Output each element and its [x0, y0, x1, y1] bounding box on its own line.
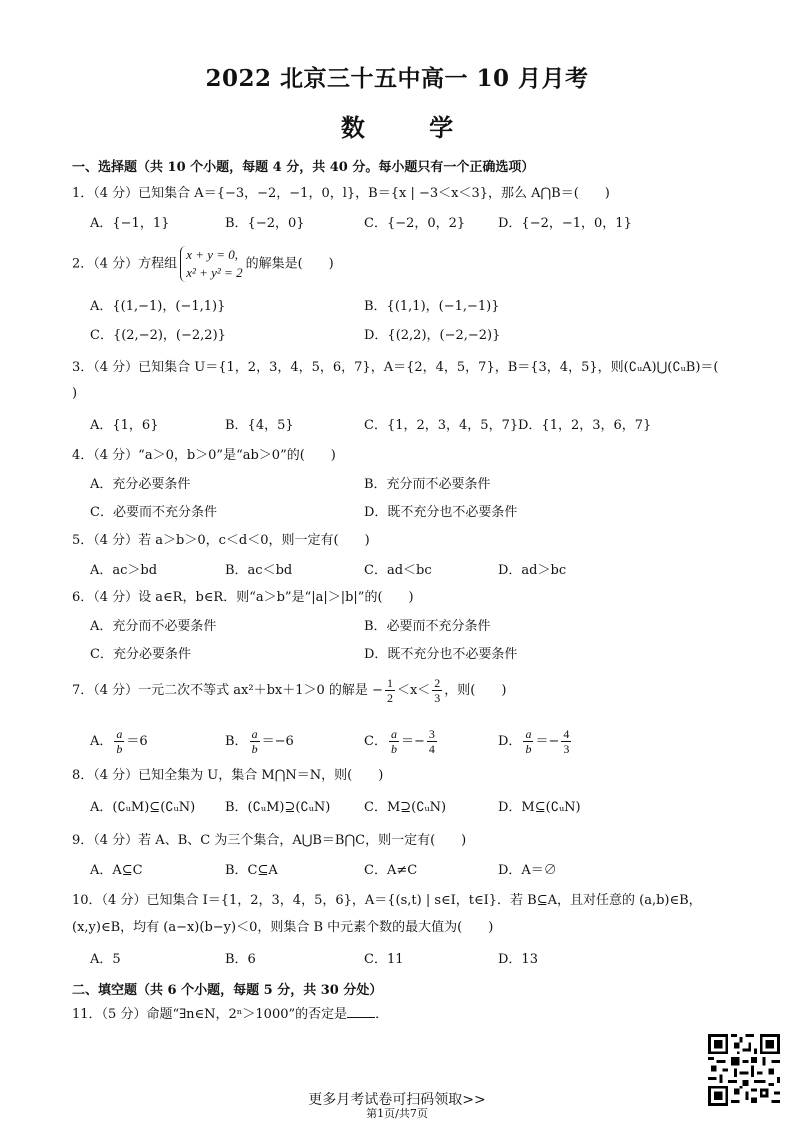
answer-blank [347, 1005, 375, 1018]
q6-option-c: C．充分必要条件 [90, 647, 191, 662]
section-heading-choice: 一、选择题（共 10 个小题，每题 4 分，共 40 分。每小题只有一个正确选项） [72, 160, 535, 175]
q3-option-b: B．{4，5} [225, 418, 294, 433]
q1-option-c: C．{−2，0，2} [364, 216, 466, 231]
q2-option-b: B．{(1,1)，(−1,−1)} [364, 299, 500, 314]
q7-option-a: A． $\frac{a}{b}$ ＝6 [90, 727, 148, 756]
question-10: 10．（4 分）已知集合 I＝{1，2，3，4，5，6}，A＝{(s,t) | s∈I，t∈I}．若 B⊆A，且对任意的 (a,b)∈B， [72, 893, 702, 908]
q2-option-d: D．{(2,2)，(−2,−2)} [364, 328, 501, 343]
q2-suffix: 的解集是( ) [245, 256, 334, 272]
section-heading-fill: 二、填空题（共 6 个小题，每题 5 分，共 30 分处） [72, 983, 383, 998]
equation-line-1: x + y = 0, [186, 247, 239, 262]
q4-option-b: B．充分而不必要条件 [364, 477, 491, 492]
q10-option-d: D．13 [498, 952, 538, 967]
q7-fraction-2: $\frac{2}{3}$ [434, 676, 441, 705]
question-1: 1．（4 分）已知集合 A＝{−3，−2，−1，0，l}，B＝{x | −3＜x＜3}，那么 A⋂B＝( ) [72, 186, 610, 201]
q4-option-d: D．既不充分也不必要条件 [364, 505, 518, 520]
q7-suffix: ，则( ) [444, 683, 507, 698]
q3-option-a: A．{1，6} [90, 418, 159, 433]
q8-option-b: B．(∁ᵤM)⊇(∁ᵤN) [225, 800, 331, 815]
q5-option-a: A．ac＞bd [90, 563, 158, 578]
q3-option-d: D．{1，2，3，6，7} [518, 418, 652, 433]
page-title: 2022 北京三十五中高一 10 月月考 [205, 65, 589, 92]
q5-option-b: B．ac＜bd [225, 563, 293, 578]
question-2 [72, 246, 334, 282]
q7-prefix: 7．（4 分）一元二次不等式 ax²＋bx＋1＞0 的解是 − [72, 683, 383, 698]
q7-fraction-1: $\frac{1}{2}$ [386, 676, 393, 705]
question-4: 4．（4 分）“a＞0，b＞0”是“ab＞0”的( ) [72, 448, 336, 463]
question-6: 6．（4 分）设 a∈R，b∈R．则“a＞b”是“|a|＞|b|”的( ) [72, 590, 414, 605]
q10-option-a: A．5 [90, 952, 121, 967]
q10-option-c: C．11 [364, 952, 404, 967]
q2-option-c: C．{(2,−2)，(−2,2)} [90, 328, 226, 343]
subject-title: 数 学 [340, 113, 482, 142]
q1-option-a: A．{−1，1} [90, 216, 170, 231]
q4-option-a: A．充分必要条件 [90, 477, 191, 492]
q6-option-b: B．必要而不充分条件 [364, 619, 491, 634]
question-5: 5．（4 分）若 a＞b＞0，c＜d＜0，则一定有( ) [72, 533, 370, 548]
q8-option-d: D．M⊆(∁ᵤN) [498, 800, 581, 815]
question-7 [72, 676, 506, 705]
q7-mid: ＜x＜ [396, 683, 431, 698]
question-10-line-2: (x,y)∈B，均有 (a−x)(b−y)＜0，则集合 B 中元素个数的最大值为( ) [72, 920, 494, 935]
q2-prefix: 2．（4 分）方程组 [72, 256, 178, 272]
equation-system [180, 246, 242, 282]
footer-promo[interactable]: 更多月考试卷可扫码领取>> [308, 1092, 486, 1108]
question-9: 9．（4 分）若 A、B、C 为三个集合，A⋃B＝B⋂C，则一定有( ) [72, 833, 467, 848]
q8-option-c: C．M⊇(∁ᵤN) [364, 800, 447, 815]
q6-option-d: D．既不充分也不必要条件 [364, 647, 518, 662]
question-11: 11．（5 分）命题“∃n∈N，2ⁿ＞1000”的否定是 ． [72, 1007, 389, 1022]
q8-option-a: A．(∁ᵤM)⊆(∁ᵤN) [90, 800, 196, 815]
q7-option-d: D． $\frac{a}{b}$ ＝− $\frac{4}{3}$ [498, 727, 570, 756]
question-3-line-2: ) [72, 386, 78, 401]
q2-option-a: A．{(1,−1)，(−1,1)} [90, 299, 226, 314]
q9-option-d: D．A＝∅ [498, 863, 557, 878]
q9-option-a: A．A⊆C [90, 863, 143, 878]
question-8: 8．（4 分）已知全集为 U，集合 M⋂N＝N，则( ) [72, 768, 384, 783]
page-number: 第1页/共7页 [366, 1107, 428, 1120]
question-3: 3．（4 分）已知集合 U＝{1，2，3，4，5，6，7}，A＝{2，4，5，7}，B＝{3，4，5}，则(∁ᵤA)⋃(∁ᵤB)＝( [72, 360, 719, 375]
equation-line-2: x² + y² = 2 [186, 265, 243, 280]
q5-option-d: D．ad＞bc [498, 563, 567, 578]
q9-option-c: C．A≠C [364, 863, 418, 878]
q5-option-c: C．ad＜bc [364, 563, 432, 578]
q7-option-b: B． $\frac{a}{b}$ ＝−6 [225, 727, 294, 756]
q6-option-a: A．充分而不必要条件 [90, 619, 217, 634]
q3-option-c: C．{1，2，3，4，5，7} [364, 418, 519, 433]
q4-option-c: C．必要而不充分条件 [90, 505, 217, 520]
q9-option-b: B．C⊆A [225, 863, 278, 878]
q1-option-b: B．{−2，0} [225, 216, 305, 231]
q7-option-c: C． $\frac{a}{b}$ ＝− $\frac{3}{4}$ [364, 727, 435, 756]
q1-option-d: D．{−2，−1，0，1} [498, 216, 632, 231]
q10-option-b: B．6 [225, 952, 256, 967]
